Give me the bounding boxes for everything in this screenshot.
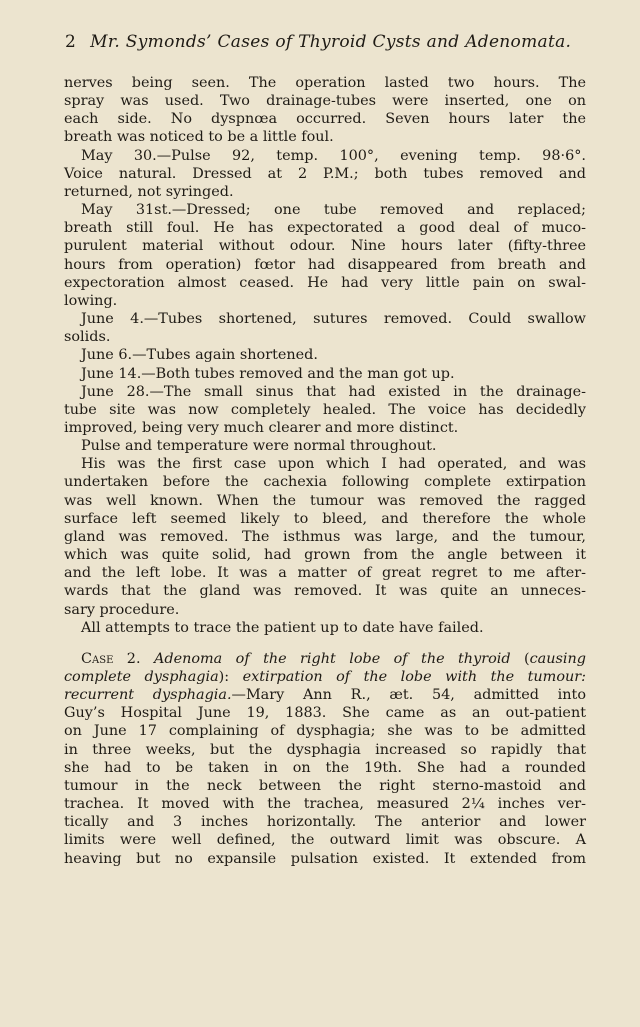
text-line: trachea. It moved with the trachea, measured 2¼ inches ver- — [64, 796, 586, 813]
text-line: purulent material without odour. Nine hours later (fifty-three — [64, 238, 586, 255]
case-title-cont: complete dysphagia — [64, 669, 219, 685]
case-title-cont: causing — [529, 650, 586, 667]
case-heading-line — [64, 686, 586, 704]
text-line: she had to be taken in on the 19th. She had a rounded — [64, 759, 586, 776]
case-title: Adenoma of the right lobe of the thyroid — [153, 650, 511, 667]
running-header — [65, 32, 571, 52]
text-line: was well known. When the tumour was removed the ragged — [64, 492, 586, 509]
text-line: Pulse and temperature were normal throughout. — [81, 438, 437, 455]
case-paren: ( — [510, 650, 530, 667]
text-line: His was the first case upon which I had operated, and was — [81, 456, 586, 473]
text-line: on June 17 complaining of dysphagia; she was to be admitted — [64, 723, 586, 740]
text-line: lowing. — [64, 292, 118, 309]
case-title-punct: ): — [218, 669, 243, 685]
text-line: expectoration almost ceased. He had very little pain on swal- — [64, 274, 586, 291]
case-text: —Mary Ann R., æt. 54, admitted into — [231, 687, 586, 704]
section-gap — [64, 637, 586, 650]
text-line: undertaken before the cachexia following complete extirpation — [64, 474, 586, 491]
text-line: gland was removed. The isthmus was large, and the tumour, — [64, 528, 586, 545]
text-line: Guy’s Hospital June 19, 1883. She came as an out-patient — [64, 705, 586, 722]
text-line: nerves being seen. The operation lasted two hours. The — [64, 75, 586, 91]
case-label: Case — [81, 650, 114, 667]
text-line: May 31st.—Dressed; one tube removed and replaced; — [81, 202, 586, 219]
text-line: All attempts to trace the patient up to date have failed. — [81, 619, 484, 636]
text-line: heaving but no expansile pulsation existed. It extended from — [64, 850, 586, 867]
case-heading-line — [64, 650, 586, 668]
text-line: spray was used. Two drainage-tubes were inserted, one on — [64, 93, 586, 110]
text-line: and the left lobe. It was a matter of great regret to me after- — [64, 565, 586, 582]
text-line: surface left seemed likely to bleed, and therefore the whole — [64, 510, 586, 527]
case-title-cont: recurrent dysphagia. — [64, 687, 232, 704]
text-line: breath was noticed to be a little foul. — [64, 129, 334, 146]
text-line: breath still foul. He has expectorated a good deal of muco- — [64, 220, 586, 237]
text-line: June 14.—Both tubes removed and the man got up. — [81, 365, 455, 382]
case-heading-line — [64, 668, 586, 686]
text-line: May 30.—Pulse 92, temp. 100°, evening temp. 98·6°. — [81, 147, 586, 164]
text-line: limits were well defined, the outward limit was obscure. A — [64, 832, 586, 849]
text-line: hours from operation) fœtor had disappeared from breath and — [64, 256, 586, 273]
text-line: tube site was now completely healed. The voice has decidedly — [64, 401, 586, 418]
running-title: Mr. Symonds’ Cases of Thyroid Cysts and Adenomata. — [90, 32, 572, 52]
text-line: June 28.—The small sinus that had existed in the drainage- — [81, 383, 586, 400]
text-line: each side. No dyspnœa occurred. Seven hours later the — [64, 111, 586, 128]
text-line: tumour in the neck between the right sterno-mastoid and — [64, 777, 586, 794]
text-line: tically and 3 inches horizontally. The anterior and lower — [64, 814, 586, 831]
body-text — [64, 74, 586, 868]
text-line: June 6.—Tubes again shortened. — [81, 347, 318, 364]
text-line: in three weeks, but the dysphagia increased so rapidly that — [64, 741, 586, 758]
text-line: sary procedure. — [64, 601, 180, 618]
case-number: 2. — [113, 650, 154, 667]
text-line: which was quite solid, had grown from the angle between it — [64, 547, 586, 564]
text-line: June 4.—Tubes shortened, sutures removed. Could swallow — [81, 311, 586, 328]
text-line: solids. — [64, 329, 111, 346]
text-line: returned, not syringed. — [64, 183, 234, 200]
text-line: improved, being very much clearer and more distinct. — [64, 419, 459, 436]
case-title-cont: extirpation of the lobe with the tumour: — [242, 669, 586, 685]
page-number: 2 — [65, 32, 77, 52]
text-line: wards that the gland was removed. It was quite an unneces- — [64, 583, 586, 600]
text-line: Voice natural. Dressed at 2 P.M.; both tubes removed and — [64, 165, 586, 182]
